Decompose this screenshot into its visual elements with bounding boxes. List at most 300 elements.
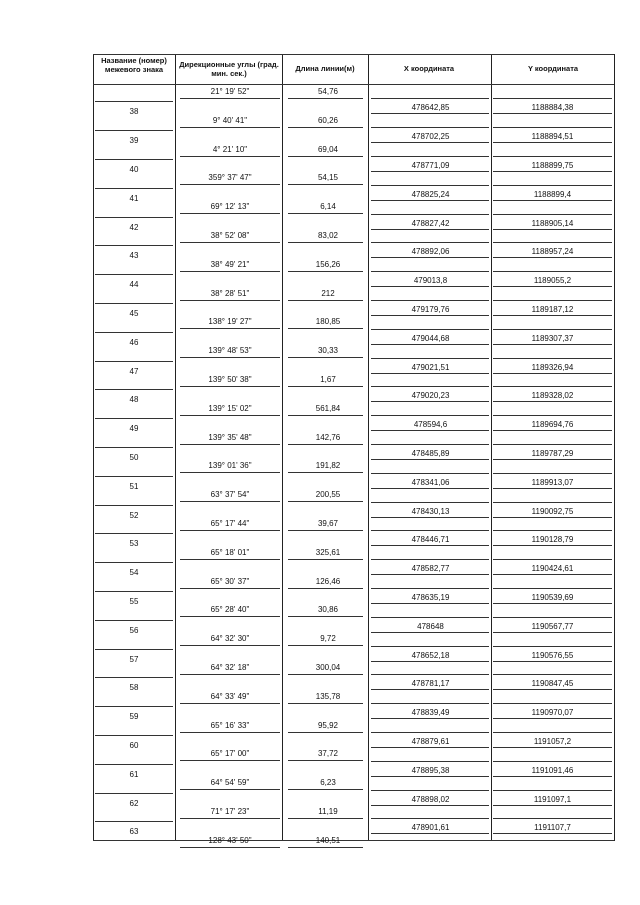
segment-length: 30,33: [317, 346, 339, 355]
segment-length: 1,67: [320, 375, 336, 384]
x-underline: [371, 257, 489, 258]
segment-length: 95,92: [317, 721, 339, 730]
point-x: 478446,71: [411, 535, 450, 544]
row-separator-y: [493, 300, 612, 301]
row-separator-y: [493, 242, 612, 243]
row-separator-x: [371, 502, 489, 503]
row-separator-x: [371, 242, 489, 243]
segment-angle: 139° 50' 38": [208, 375, 252, 384]
point-y: 1189055,2: [533, 276, 572, 285]
y-underline: [493, 805, 612, 806]
right-border: [614, 54, 615, 841]
y-underline: [493, 574, 612, 575]
row-separator-x: [371, 818, 489, 819]
length-underline: [288, 732, 363, 733]
y-underline: [493, 171, 612, 172]
x-underline: [371, 833, 489, 834]
x-underline: [371, 142, 489, 143]
row-separator-x: [371, 415, 489, 416]
row-separator-name: [95, 591, 173, 592]
point-y: 1191091,46: [531, 766, 574, 775]
angle-underline: [180, 588, 280, 589]
row-separator-name: [95, 101, 173, 102]
angle-underline: [180, 213, 280, 214]
x-underline: [371, 488, 489, 489]
y-underline: [493, 286, 612, 287]
row-separator-name: [95, 735, 173, 736]
segment-angle: 71° 17' 23": [210, 807, 250, 816]
length-underline: [288, 357, 363, 358]
row-separator-name: [95, 130, 173, 131]
row-separator-y: [493, 617, 612, 618]
y-underline: [493, 373, 612, 374]
segment-length: 39,67: [317, 519, 339, 528]
point-name: 42: [129, 223, 139, 232]
x-underline: [371, 603, 489, 604]
point-y: 1189328,02: [531, 391, 574, 400]
length-underline: [288, 300, 363, 301]
row-separator-x: [371, 214, 489, 215]
segment-length: 6,23: [320, 778, 336, 787]
length-underline: [288, 156, 363, 157]
row-separator-name: [95, 620, 173, 621]
angle-underline: [180, 501, 280, 502]
segment-angle: 138° 19' 27": [208, 317, 252, 326]
row-separator-name: [95, 418, 173, 419]
row-separator-y: [493, 818, 612, 819]
row-separator-x: [371, 761, 489, 762]
length-underline: [288, 98, 363, 99]
point-name: 44: [129, 280, 139, 289]
row-separator-y: [493, 790, 612, 791]
row-separator-x: [371, 98, 489, 99]
point-x: 479044,68: [411, 334, 450, 343]
segment-angle: 65° 28' 40": [210, 605, 250, 614]
row-separator-x: [371, 732, 489, 733]
point-y: 1188957,24: [531, 247, 574, 256]
angle-underline: [180, 789, 280, 790]
length-underline: [288, 588, 363, 589]
segment-length: 191,82: [315, 461, 341, 470]
segment-length: 212: [321, 289, 335, 298]
angle-underline: [180, 98, 280, 99]
x-underline: [371, 517, 489, 518]
angle-underline: [180, 156, 280, 157]
segment-length: 54,76: [317, 87, 339, 96]
row-separator-y: [493, 588, 612, 589]
point-name: 41: [129, 194, 139, 203]
row-separator-x: [371, 127, 489, 128]
segment-length: 11,19: [318, 807, 338, 816]
length-underline: [288, 530, 363, 531]
left-border: [93, 54, 94, 841]
point-y: 1188899,75: [531, 161, 574, 170]
y-underline: [493, 315, 612, 316]
point-name: 38: [129, 107, 139, 116]
row-separator-y: [493, 98, 612, 99]
y-underline: [493, 718, 612, 719]
header-y: Y координата: [527, 64, 579, 73]
segment-angle: 139° 35' 48": [208, 433, 252, 442]
length-underline: [288, 501, 363, 502]
row-separator-x: [371, 271, 489, 272]
row-separator-y: [493, 185, 612, 186]
y-underline: [493, 200, 612, 201]
row-separator-y: [493, 559, 612, 560]
point-y: 1189787,29: [531, 449, 574, 458]
row-separator-x: [371, 300, 489, 301]
header-length: Длина линии(м): [295, 64, 355, 73]
point-y: 1188905,14: [531, 219, 574, 228]
x-underline: [371, 747, 489, 748]
segment-angle: 64° 54' 59": [210, 778, 250, 787]
segment-length: 140,51: [315, 836, 341, 845]
x-underline: [371, 661, 489, 662]
point-x: 478892,06: [411, 247, 450, 256]
point-name: 49: [129, 424, 139, 433]
point-name: 43: [129, 251, 139, 260]
row-separator-x: [371, 703, 489, 704]
angle-underline: [180, 184, 280, 185]
x-underline: [371, 545, 489, 546]
row-separator-name: [95, 188, 173, 189]
y-underline: [493, 776, 612, 777]
row-separator-y: [493, 646, 612, 647]
point-x: 478341,06: [411, 478, 450, 487]
angle-underline: [180, 818, 280, 819]
segment-angle: 9° 40' 41": [212, 116, 248, 125]
row-separator-y: [493, 674, 612, 675]
segment-length: 83,02: [317, 231, 339, 240]
row-separator-y: [493, 214, 612, 215]
point-x: 479013,8: [413, 276, 448, 285]
point-x: 479179,76: [411, 305, 450, 314]
point-name: 47: [129, 367, 139, 376]
x-underline: [371, 805, 489, 806]
row-separator-y: [493, 415, 612, 416]
point-x: 478702,25: [411, 132, 450, 141]
length-underline: [288, 127, 363, 128]
row-separator-x: [371, 386, 489, 387]
row-separator-name: [95, 821, 173, 822]
point-y: 1191097,1: [533, 795, 572, 804]
point-name: 51: [129, 482, 139, 491]
row-separator-x: [371, 559, 489, 560]
angle-underline: [180, 645, 280, 646]
x-underline: [371, 574, 489, 575]
point-x: 478825,24: [411, 190, 450, 199]
row-separator-x: [371, 473, 489, 474]
header-name: Название (номер) межевого знака: [101, 56, 167, 74]
y-underline: [493, 488, 612, 489]
point-x: 478430,13: [411, 507, 450, 516]
angle-underline: [180, 530, 280, 531]
point-name: 46: [129, 338, 139, 347]
angle-underline: [180, 674, 280, 675]
y-underline: [493, 430, 612, 431]
x-underline: [371, 718, 489, 719]
point-x: 478485,89: [411, 449, 450, 458]
length-underline: [288, 213, 363, 214]
segment-angle: 64° 33' 49": [210, 692, 250, 701]
angle-underline: [180, 386, 280, 387]
point-x: 478839,49: [411, 708, 450, 717]
segment-angle: 65° 30' 37": [210, 577, 250, 586]
length-underline: [288, 760, 363, 761]
x-underline: [371, 776, 489, 777]
row-separator-name: [95, 677, 173, 678]
segment-angle: 4° 21' 10": [212, 145, 248, 154]
point-x: 478652,18: [411, 651, 450, 660]
row-separator-y: [493, 386, 612, 387]
point-y: 1190576,55: [531, 651, 574, 660]
row-separator-y: [493, 271, 612, 272]
segment-angle: 65° 17' 44": [210, 519, 250, 528]
segment-angle: 65° 17' 00": [210, 749, 250, 758]
x-underline: [371, 632, 489, 633]
angle-underline: [180, 415, 280, 416]
angle-underline: [180, 559, 280, 560]
point-name: 48: [129, 395, 139, 404]
angle-underline: [180, 242, 280, 243]
segment-length: 30,86: [317, 605, 339, 614]
segment-length: 561,84: [315, 404, 341, 413]
length-underline: [288, 271, 363, 272]
point-y: 1191107,7: [534, 823, 571, 832]
segment-angle: 38° 52' 08": [210, 231, 250, 240]
length-underline: [288, 818, 363, 819]
point-y: 1189913,07: [531, 478, 574, 487]
y-underline: [493, 113, 612, 114]
row-separator-name: [95, 706, 173, 707]
segment-length: 180,85: [315, 317, 341, 326]
x-underline: [371, 200, 489, 201]
y-underline: [493, 344, 612, 345]
x-underline: [371, 689, 489, 690]
length-underline: [288, 415, 363, 416]
row-separator-name: [95, 562, 173, 563]
angle-underline: [180, 847, 280, 848]
x-underline: [371, 113, 489, 114]
row-separator-y: [493, 329, 612, 330]
x-underline: [371, 344, 489, 345]
segment-angle: 63° 37' 54": [210, 490, 250, 499]
y-underline: [493, 459, 612, 460]
y-underline: [493, 142, 612, 143]
row-separator-name: [95, 793, 173, 794]
point-x: 479020,23: [411, 391, 450, 400]
segment-angle: 38° 49' 21": [210, 260, 250, 269]
row-separator-y: [493, 127, 612, 128]
point-name: 53: [129, 539, 139, 548]
segment-length: 142,76: [315, 433, 341, 442]
segment-angle: 139° 01' 36": [208, 461, 252, 470]
segment-length: 54,15: [317, 173, 339, 182]
length-underline: [288, 242, 363, 243]
point-y: 1190128,79: [531, 535, 574, 544]
point-name: 52: [129, 511, 139, 520]
point-name: 50: [129, 453, 139, 462]
row-separator-y: [493, 444, 612, 445]
segment-angle: 65° 16' 33": [210, 721, 250, 730]
header-angle: Дирекционные углы (град. мин. сек.): [179, 60, 279, 78]
point-name: 40: [129, 165, 139, 174]
y-underline: [493, 401, 612, 402]
y-underline: [493, 661, 612, 662]
point-x: 478582,77: [411, 564, 450, 573]
row-separator-name: [95, 476, 173, 477]
x-underline: [371, 373, 489, 374]
length-underline: [288, 616, 363, 617]
col-divider-x: [491, 54, 492, 841]
length-underline: [288, 703, 363, 704]
y-underline: [493, 603, 612, 604]
angle-underline: [180, 127, 280, 128]
length-underline: [288, 328, 363, 329]
point-y: 1188884,38: [531, 103, 574, 112]
point-name: 61: [129, 770, 139, 779]
row-separator-x: [371, 530, 489, 531]
point-y: 1191057,2: [533, 737, 572, 746]
point-y: 1189307,37: [531, 334, 574, 343]
y-underline: [493, 545, 612, 546]
point-name: 59: [129, 712, 139, 721]
segment-angle: 128° 43' 50": [208, 836, 252, 845]
row-separator-x: [371, 617, 489, 618]
row-separator-x: [371, 790, 489, 791]
y-underline: [493, 833, 612, 834]
y-underline: [493, 517, 612, 518]
col-divider-name: [175, 54, 176, 841]
segment-angle: 38° 28' 51": [210, 289, 250, 298]
angle-underline: [180, 271, 280, 272]
length-underline: [288, 386, 363, 387]
row-separator-y: [493, 703, 612, 704]
segment-length: 126,46: [315, 577, 341, 586]
row-separator-name: [95, 533, 173, 534]
point-x: 478642,85: [411, 103, 450, 112]
row-separator-y: [493, 761, 612, 762]
point-x: 478771,09: [411, 161, 450, 170]
x-underline: [371, 315, 489, 316]
point-name: 57: [129, 655, 139, 664]
x-underline: [371, 171, 489, 172]
row-separator-x: [371, 156, 489, 157]
point-x: 478895,38: [411, 766, 450, 775]
col-divider-angle: [282, 54, 283, 841]
point-x: 478781,17: [411, 679, 450, 688]
length-underline: [288, 789, 363, 790]
x-underline: [371, 459, 489, 460]
row-separator-x: [371, 358, 489, 359]
row-separator-name: [95, 274, 173, 275]
x-underline: [371, 286, 489, 287]
segment-angle: 69° 12' 13": [210, 202, 250, 211]
angle-underline: [180, 328, 280, 329]
point-name: 62: [129, 799, 139, 808]
point-y: 1189326,94: [531, 363, 574, 372]
segment-angle: 65° 18' 01": [210, 548, 250, 557]
length-underline: [288, 674, 363, 675]
row-separator-y: [493, 732, 612, 733]
segment-length: 69,04: [317, 145, 339, 154]
point-name: 55: [129, 597, 139, 606]
angle-underline: [180, 760, 280, 761]
point-x: 478635,19: [411, 593, 450, 602]
point-x: 478594,6: [413, 420, 448, 429]
length-underline: [288, 444, 363, 445]
x-underline: [371, 229, 489, 230]
segment-length: 200,55: [315, 490, 341, 499]
row-separator-name: [95, 447, 173, 448]
row-separator-x: [371, 588, 489, 589]
point-name: 58: [129, 683, 139, 692]
row-separator-name: [95, 649, 173, 650]
row-separator-x: [371, 674, 489, 675]
point-x: 478648: [417, 622, 444, 631]
y-underline: [493, 689, 612, 690]
row-separator-name: [95, 217, 173, 218]
segment-length: 300,04: [315, 663, 341, 672]
segment-angle: 139° 15' 02": [208, 404, 252, 413]
length-underline: [288, 472, 363, 473]
segment-length: 325,61: [315, 548, 341, 557]
point-y: 1190970,07: [531, 708, 574, 717]
angle-underline: [180, 732, 280, 733]
point-x: 478901,61: [411, 823, 450, 832]
angle-underline: [180, 444, 280, 445]
y-underline: [493, 257, 612, 258]
row-separator-name: [95, 303, 173, 304]
row-separator-y: [493, 502, 612, 503]
angle-underline: [180, 616, 280, 617]
row-separator-name: [95, 245, 173, 246]
row-separator-name: [95, 159, 173, 160]
segment-angle: 359° 37' 47": [208, 173, 252, 182]
y-underline: [493, 632, 612, 633]
point-name: 60: [129, 741, 139, 750]
y-underline: [493, 229, 612, 230]
row-separator-name: [95, 389, 173, 390]
point-y: 1190847,45: [531, 679, 574, 688]
row-separator-y: [493, 358, 612, 359]
col-divider-length: [368, 54, 369, 841]
x-underline: [371, 430, 489, 431]
row-separator-name: [95, 764, 173, 765]
point-x: 478898,02: [411, 795, 450, 804]
segment-angle: 139° 48' 53": [208, 346, 252, 355]
segment-angle: 21° 19' 52": [210, 87, 250, 96]
angle-underline: [180, 357, 280, 358]
row-separator-y: [493, 530, 612, 531]
row-separator-x: [371, 646, 489, 647]
length-underline: [288, 559, 363, 560]
segment-length: 9,72: [320, 634, 336, 643]
segment-length: 37,72: [317, 749, 339, 758]
row-separator-name: [95, 505, 173, 506]
point-x: 479021,51: [411, 363, 450, 372]
segment-length: 135,78: [315, 692, 341, 701]
angle-underline: [180, 472, 280, 473]
point-y: 1190424,61: [531, 564, 574, 573]
segment-angle: 64° 32' 18": [210, 663, 250, 672]
point-y: 1189187,12: [531, 305, 574, 314]
segment-length: 6,14: [320, 202, 336, 211]
boundary-points-table: [93, 54, 615, 845]
row-separator-name: [95, 361, 173, 362]
y-underline: [493, 747, 612, 748]
point-name: 63: [129, 827, 139, 836]
